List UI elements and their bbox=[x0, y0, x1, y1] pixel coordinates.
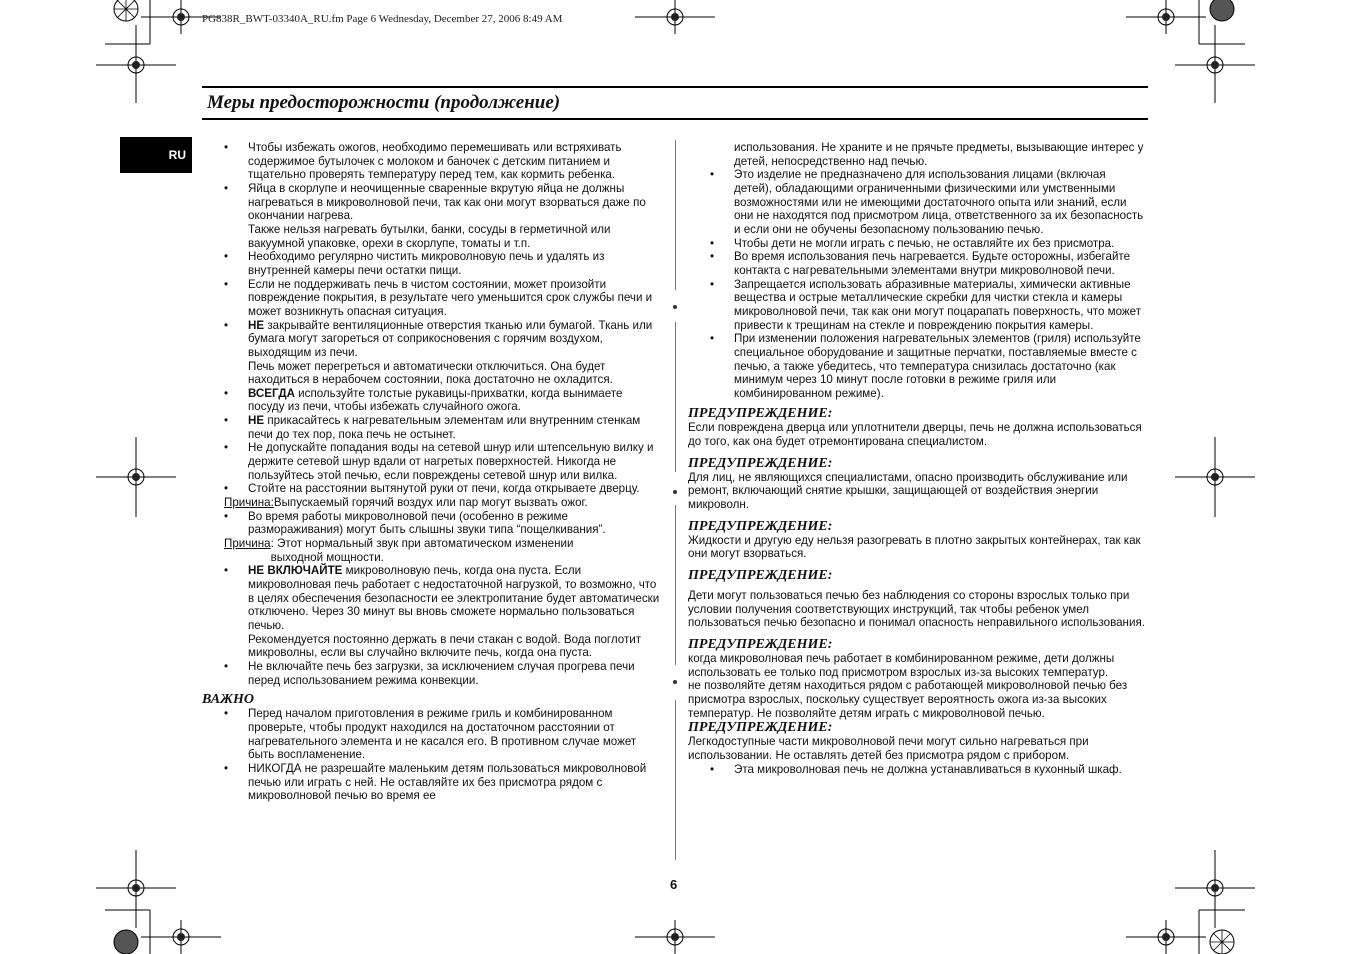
reason-text: : Этот нормальный звук при автоматическом изменении выходной мощности. bbox=[270, 537, 574, 564]
list-item: • При изменении положения нагревательных элементов (гриля) используйте специальное оборудование и защитные перчатки, поставляемые вместе с печью, а также убедитесь, что температура снизилась достаточно (как минимум через 10 минут после готовки в режиме гриля или комбинированном режиме). bbox=[710, 332, 1146, 400]
list-item: • Во время использования печь нагревается. Будьте осторожны, избегайте контакта с нагревательными элементами внутри микроволновой печи. bbox=[710, 250, 1146, 277]
warning-text: Дети могут пользоваться печью без наблюдения со стороны взрослых только при условии получения соответствующих инструкций, так чтобы ребенок умел пользоваться печью безопасно и понимал опасность неправильного использования. bbox=[688, 589, 1145, 630]
warning-text: Жидкости и другую еду нельзя разогревать в плотно закрытых контейнерах, так как они могут взорваться. bbox=[688, 533, 1141, 561]
warning-heading: ПРЕДУПРЕЖДЕНИЕ: bbox=[688, 406, 833, 422]
warning-heading: ПРЕДУПРЕЖДЕНИЕ: bbox=[688, 568, 833, 584]
warning-text: не позволяйте детям находиться рядом с работающей микроволновой печью без присмотра взрослых, поскольку существует вероятность ожога из-за высоких температур. Не позволяйте детям играть с микроволновой печью. bbox=[688, 679, 1128, 720]
column-divider bbox=[675, 700, 676, 860]
divider-dot bbox=[673, 305, 677, 309]
list-item: • Не допускайте попадания воды на сетевой шнур или штепсельную вилку и держите сетевой шнур вдали от нагретых поверхностей. Никогда не пользуйтесь этой печью, если повреждены сетевой шнур или вилка. bbox=[224, 441, 660, 482]
page-number: 6 bbox=[670, 877, 678, 892]
warning-text: Для лиц, не являющихся специалистами, опасно производить обслуживание или ремонт, включающий снятие крышки, защищающей от воздействия энергии микроволн. bbox=[688, 470, 1128, 512]
title-rule-bottom bbox=[202, 118, 1148, 120]
list-item: • Во время работы микроволновой печи (особенно в режиме размораживания) могут быть слышны звуки типа “пощелкивания”. bbox=[224, 510, 660, 537]
reason-note bbox=[224, 537, 660, 564]
list-item bbox=[224, 319, 660, 360]
warning-text: когда микроволновая печь работает в комбинированном режиме, дети должны использовать ее только под присмотром взрослых из-за высоких температур. bbox=[688, 652, 1115, 679]
warning-heading: ПРЕДУПРЕЖДЕНИЕ: bbox=[688, 455, 833, 471]
column-divider bbox=[675, 140, 676, 290]
reason-label: Причина bbox=[224, 537, 271, 551]
reason-note bbox=[224, 496, 660, 510]
paragraph: Также нельзя нагревать бутылки, банки, сосуды в герметичной или вакуумной упаковке, орехи в скорлупе, томаты и т.п. bbox=[248, 222, 611, 250]
column-divider bbox=[675, 322, 676, 472]
important-heading: ВАЖНО bbox=[202, 692, 254, 708]
file-header-line: PG838R_BWT-03340A_RU.fm Page 6 Wednesday, December 27, 2006 8:49 AM bbox=[202, 13, 563, 25]
list-item bbox=[224, 414, 660, 441]
warning-heading: ПРЕДУПРЕЖДЕНИЕ: bbox=[688, 720, 833, 736]
divider-dot bbox=[673, 680, 677, 684]
paragraph: Рекомендуется постоянно держать в печи стакан с водой. Вода поглотит микроволны, если вы случайно включите печь, когда она пуста. bbox=[248, 632, 642, 660]
list-item bbox=[224, 564, 660, 632]
reason-label: Причина: bbox=[224, 496, 274, 510]
list-item: • Запрещается использовать абразивные материалы, химически активные вещества и острые металлические скребки для чистки стекла и камеры микроволновой печи, так как они могут поцарапать поверхность, что может привести к трещинам на стекле и повреждению покрытия камеры. bbox=[710, 278, 1146, 333]
divider-dot bbox=[673, 490, 677, 494]
emphasis: НЕ ВКЛЮЧАЙТЕ bbox=[248, 564, 343, 578]
list-item bbox=[224, 387, 660, 414]
right-column bbox=[688, 141, 1146, 776]
list-item-text: прикасайтесь к нагревательным элементам или внутренним стенкам печи до тех пор, пока печь не остынет. bbox=[248, 414, 641, 441]
list-item-text: микроволновую печь, когда она пуста. Если микроволновая печь работает с недостаточной нагрузкой, то возможно, что в целях обеспечения безопасности ее электропитание будет автоматически отключено. Через 30 минут вы вновь сможете нормально пользоваться печью. bbox=[248, 564, 660, 632]
list-item: • Перед началом приготовления в режиме гриль и комбинированном проверьте, чтобы продукт находился на достаточном расстоянии от нагревательного элемента и не касался его. В противном случае может быть воспламенение. bbox=[224, 707, 660, 762]
list-item: • Эта микроволновая печь не должна устанавливаться в кухонный шкаф. bbox=[710, 763, 1146, 777]
warning-heading: ПРЕДУПРЕЖДЕНИЕ: bbox=[688, 637, 833, 653]
list-item: • НИКОГДА не разрешайте маленьким детям пользоваться микроволновой печью или играть с ней. Не оставляйте их без присмотра рядом с микроволновой печью во время ее bbox=[224, 762, 660, 803]
reason-text: Выпускаемый горячий воздух или пар могут вызвать ожог. bbox=[273, 496, 588, 510]
language-tab bbox=[120, 137, 192, 173]
left-column bbox=[202, 141, 660, 803]
title-rule-top bbox=[202, 86, 1148, 88]
warning-heading: ПРЕДУПРЕЖДЕНИЕ: bbox=[688, 518, 833, 534]
list-item: • Стойте на расстоянии вытянутой руки от печи, когда открываете дверцу. bbox=[224, 482, 660, 496]
emphasis: ВСЕГДА bbox=[248, 386, 295, 400]
emphasis: НЕ bbox=[248, 414, 265, 428]
list-item-text: используйте толстые рукавицы-прихватки, когда вынимаете посуду из печи, чтобы избежать случайного ожога. bbox=[248, 386, 623, 414]
list-item: • Не включайте печь без загрузки, за исключением случая прогрева печи перед использованием режима конвекции. bbox=[224, 660, 660, 687]
paragraph: Печь может перегреться и автоматически отключиться. Она будет находиться в нерабочем состоянии, пока достаточно не охладится. bbox=[248, 359, 613, 387]
column-divider bbox=[675, 505, 676, 665]
list-item: • Чтобы избежать ожогов, необходимо перемешивать или встряхивать содержимое бутылочек с молоком и баночек с детским питанием и тщательно проверять температуру перед тем, как кормить ребенка. bbox=[224, 141, 660, 182]
paragraph: использования. Не храните и не прячьте предметы, вызывающие интерес у детей, непосредственно над печью. bbox=[734, 141, 1144, 168]
list-item: • Яйца в скорлупе и неочищенные сваренные вкрутую яйца не должны нагреваться в микроволновой печи, так как они могут взорваться даже по окончании нагрева. bbox=[224, 182, 660, 223]
emphasis: НЕ bbox=[248, 318, 265, 332]
language-tab-label: RU bbox=[168, 148, 186, 162]
list-item: • Это изделие не предназначено для использования лицами (включая детей), обладающими ограниченными физическими или умственными возможностями или не имеющими достаточного опыта или знаний, если они не находятся под присмотром лица, ответственного за их безопасность и если они не обучены безопасному пользованию печью. bbox=[710, 168, 1146, 236]
warning-text: Если повреждена дверца или уплотнители дверцы, печь не должна использоваться до того, как она будет отремонтирована специалистом. bbox=[688, 421, 1142, 449]
list-item: • Чтобы дети не могли играть с печью, не оставляйте их без присмотра. bbox=[710, 237, 1146, 251]
page-title: Меры предосторожности (продолжение) bbox=[207, 92, 561, 113]
list-item: • Если не поддерживать печь в чистом состоянии, может произойти повреждение покрытия, в результате чего уменьшится срок службы печи и может возникнуть опасная ситуация. bbox=[224, 278, 660, 319]
warning-text: Легкодоступные части микроволновой печи могут сильно нагреваться при использовании. Не оставлять детей без присмотра рядом с прибором. bbox=[688, 735, 1089, 762]
list-item: • Необходимо регулярно чистить микроволновую печь и удалять из внутренней камеры печи остатки пищи. bbox=[224, 250, 660, 277]
list-item-text: закрывайте вентиляционные отверстия тканью или бумагой. Ткань или бумага могут загореться от соприкосновения с горячим воздухом, выходящим из печи. bbox=[248, 318, 653, 359]
